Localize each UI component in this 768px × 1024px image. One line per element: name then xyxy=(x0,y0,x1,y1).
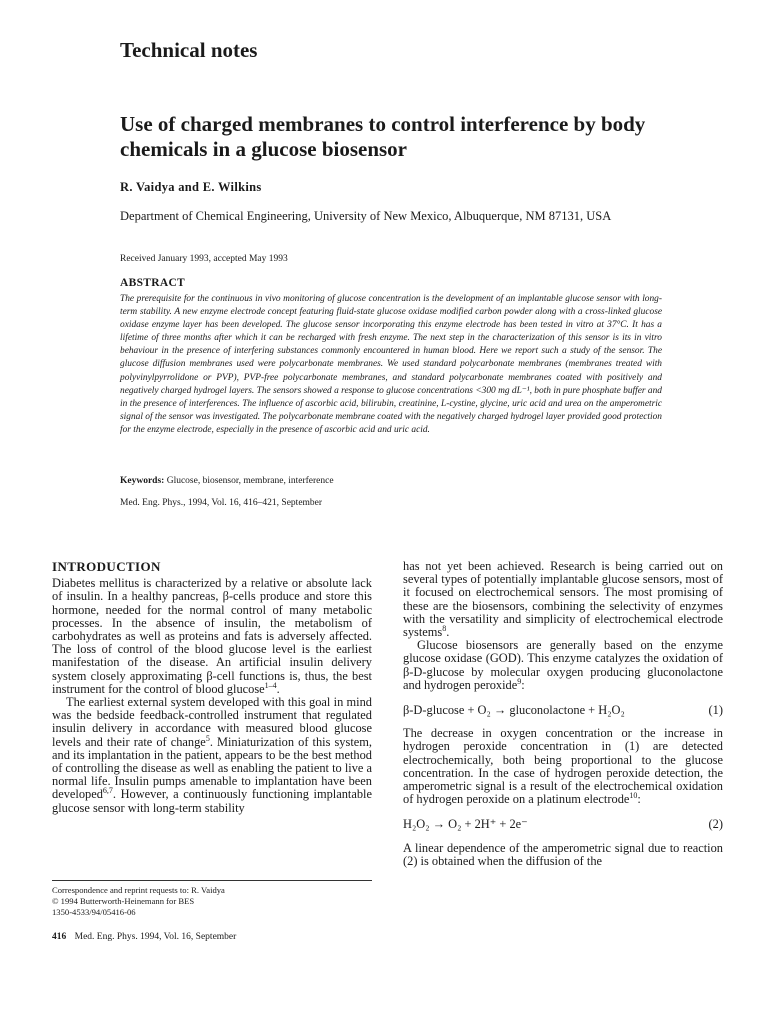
section-title: Technical notes xyxy=(120,38,258,62)
reference-marker: 10 xyxy=(629,791,638,801)
footnote-divider xyxy=(52,880,372,881)
paragraph: The decrease in oxygen concentration or the increase in hydrogen peroxide concentration in (1) are detected electrochemically, both being proportional to the glucose concentration. In the case of hydrogen peroxide detection, the amperometric signal is a result of the electrochemical oxidation of hydrogen peroxide on a platinum electrode$^{10}$: xyxy=(403,726,723,807)
equation-1 xyxy=(403,704,723,717)
reference-marker: 6,7 xyxy=(102,786,113,796)
introduction-heading: INTRODUCTION xyxy=(52,559,161,574)
page-footer xyxy=(52,932,236,942)
keywords-text: Glucose, biosensor, membrane, interference xyxy=(166,476,334,486)
page-number: 416 xyxy=(52,932,67,942)
paragraph: Diabetes mellitus is characterized by a relative or absolute lack of insulin. In a healthy pancreas, β-cells produce and store this hormone, needed for the normal control of many metabolic processes. In the absence of insulin, the metabolism of carbohydrates as well as proteins and fats is adversely affected. The loss of control of the blood glucose level is the earliest manifestation of the disease. An artificial insulin delivery system closely approximating β-cell functions is, thus, the best instrument for the control of blood glucose$^{1-4}$. xyxy=(52,576,372,696)
footnote xyxy=(52,885,382,918)
reference-marker: 5 xyxy=(205,733,210,743)
paragraph: A linear dependence of the amperometric signal due to reaction (2) is obtained when the diffusion of the xyxy=(403,840,723,868)
affiliation: Department of Chemical Engineering, University of New Mexico, Albuquerque, NM 87131, USA xyxy=(120,209,612,223)
paragraph: has not yet been achieved. Research is being carried out on several types of potentially implantable glucose sensors, most of it focused on electrochemical sensors. The most promising of these are the biosensors, combining the selectivity of enzymes with the versatility and simplicity of electrochemical electrode systems$^8$. xyxy=(403,559,723,640)
equation-body: β-D-glucose + O₂ → gluconolactone + H₂O₂ xyxy=(403,703,625,718)
keywords-label: Keywords: xyxy=(120,476,165,486)
reference-marker: 8 xyxy=(442,623,447,633)
abstract-text: The prerequisite for the continuous in vivo monitoring of glucose concentration is the development of an implantable glucose sensor with long-term stability. A new enzyme electrode concept featuring fluid-state glucose oxidase modified carbon powder along with a cross-linked glucose oxidase enzyme layer has been developed. The glucose sensor incorporating this enzyme electrode has been tested in vitro at 37°C. It has a lifetime of three months after which it can be recharged with fresh enzyme. The next step in the characterization of this sensor is its in vitro behaviour in the presence of interfering substances commonly encountered in human blood. Here we report such a study of the sensor. The glucose diffusion membranes used were polycarbonate membranes. We used standard polycarbonate membranes (membranes treated with polyvinylpyrrolidone or PVP), PVP-free polycarbonate membranes, and standard polycarbonate membranes coated with positively and negatively charged hydrogel layers. The sensors showed a response to glucose concentrations <300 mg dL⁻¹, both in pure phosphate buffer and in the presence of interferences. The influence of ascorbic acid, bilirubin, creatinine, L-cystine, glycine, uric acid and urea on the amperometric signal of the sensor was investigated. The polycarbonate membrane coated with the negatively charged hydrogel layer provided good protection for the enzyme electrode, especially in the presence of ascorbic acid and uric acid. xyxy=(120,294,662,435)
equation-body: H₂O₂ → O₂ + 2H⁺ + 2e⁻ xyxy=(403,817,528,832)
abstract-heading: ABSTRACT xyxy=(120,277,186,289)
authors: R. Vaidya and E. Wilkins xyxy=(120,180,262,194)
left-column xyxy=(52,560,372,815)
paragraph: The earliest external system developed with this goal in mind was the bedside feedback-controlled instrument that regulated insulin delivery in accordance with measured blood glucose levels and their rate of change$^5$. Miniaturization of this system, and its implantation in the patient, appears to be the best method of controlling the disease as well as enabling the patient to live a normal life. Insulin pumps amenable to implantation have been developed$^{6,7}$. However, a continuously functioning implantable glucose sensor with long-term stability xyxy=(52,695,372,815)
citation: Med. Eng. Phys., 1994, Vol. 16, 416–421, September xyxy=(120,498,323,508)
article-title: Use of charged membranes to control interference by body chemicals in a glucose biosensor xyxy=(120,112,646,161)
correspondence-note: Correspondence and reprint requests to: R. Vaidya xyxy=(52,885,225,895)
reference-marker: 1–4 xyxy=(264,680,277,690)
equation-number: (1) xyxy=(708,703,723,718)
equation-2 xyxy=(403,818,723,831)
copyright-note: © 1994 Butterworth-Heinemann for BES xyxy=(52,896,195,906)
reference-marker: 9 xyxy=(517,676,522,686)
equation-number: (2) xyxy=(708,817,723,832)
paragraph: Glucose biosensors are generally based on the enzyme glucose oxidase (GOD). This enzyme catalyzes the oxidation of β-D-glucose by molecular oxygen producing gluconolactone and hydrogen peroxide$^9$: xyxy=(403,638,723,692)
keywords xyxy=(120,476,334,486)
received-date: Received January 1993, accepted May 1993 xyxy=(120,254,288,264)
journal-reference: Med. Eng. Phys. 1994, Vol. 16, September xyxy=(74,932,237,942)
right-column xyxy=(403,560,723,868)
issn-note: 1350-4533/94/05416-06 xyxy=(52,907,136,917)
